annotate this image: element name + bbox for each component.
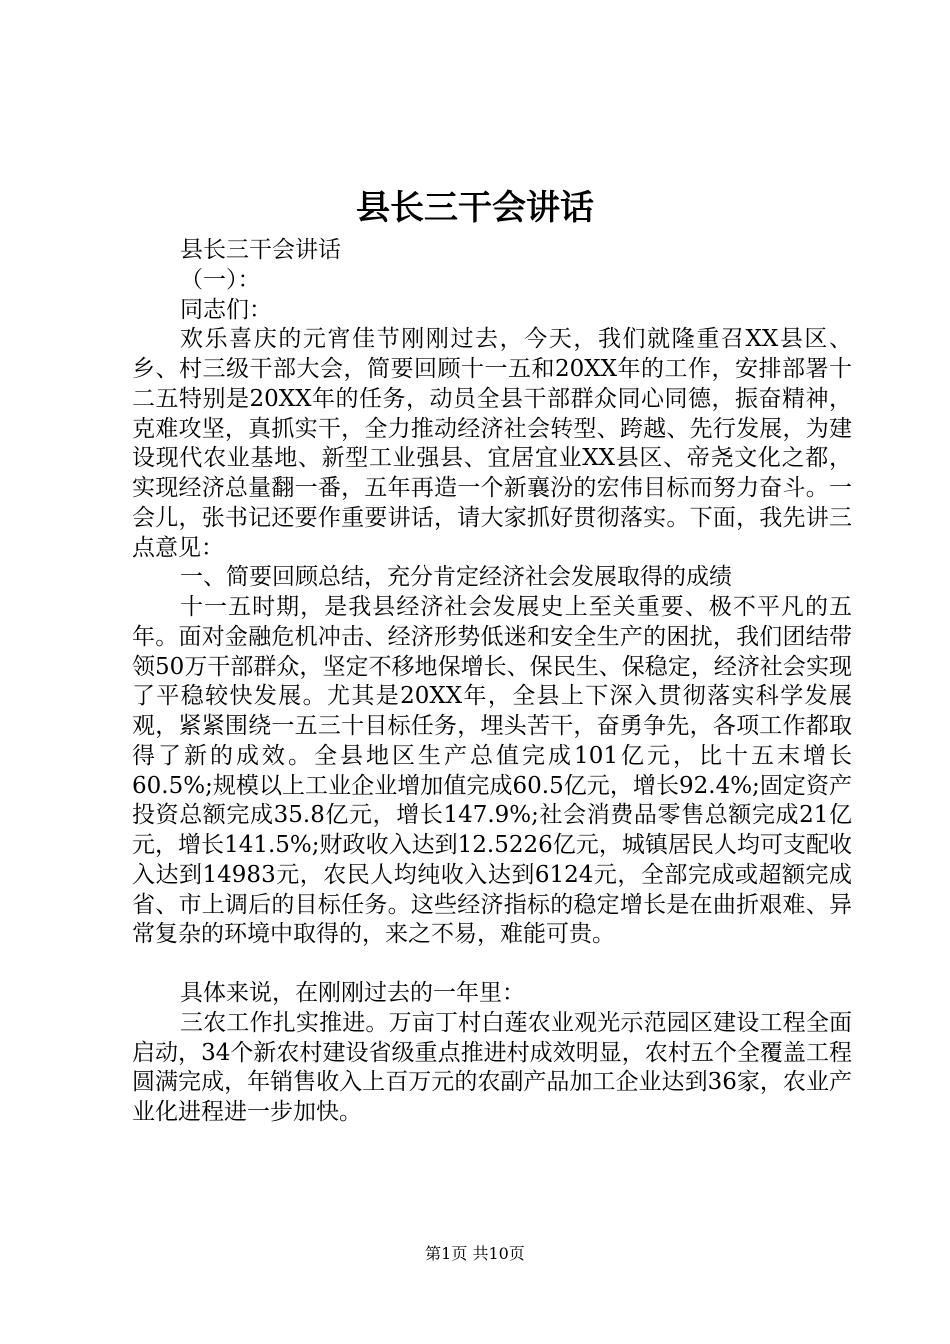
paragraph-subtitle: 县长三干会讲话 (180, 237, 341, 263)
paragraph-agriculture: 三农工作扎实推进。万亩丁村白莲农业观光示范园区建设工程全面启动，34个新农村建设省级重点推进村成效明显，农村五个全覆盖工程圆满完成，年销售收入上百万元的农副产品加工企业达到36家，农业产业化进程进一步加快。 (132, 1009, 852, 1125)
page-footer: 第1页 共10页 (425, 1244, 525, 1263)
paragraph-heading-one: 一、简要回顾总结，充分肯定经济社会发展取得的成绩 (180, 564, 732, 591)
document-body (132, 236, 852, 1128)
paragraph-section-marker: （一）： (180, 266, 261, 293)
paragraph-review: 十一五时期，是我县经济社会发展史上至关重要、极不平凡的五年。面对金融危机冲击、经济形势低迷和安全生产的困扰，我们团结带领50万干部群众，坚定不移地保增长、保民生、保稳定，经济社会实现了平稳较快发展。尤其是20XX年，全县上下深入贯彻落实科学发展观，紧紧围绕一五三十目标任务，埋头苦干，奋勇争先，各项工作都取得了新的成效。全县地区生产总值完成101亿元，比十五末增长60.5%;规模以上工业企业增加值完成60.5亿元，增长92.4%;固定资产投资总额完成35.8亿元，增长147.9%;社会消费品零售总额完成21亿元，增长141.5%;财政收入达到12.5226亿元，城镇居民人均可支配收入达到14983元，农民人均纯收入达到6124元，全部完成或超额完成省、市上调后的目标任务。这些经济指标的稳定增长是在曲折艰难、异常复杂的环境中取得的，来之不易，难能可贵。 (132, 594, 852, 948)
document-title: 县长三干会讲话 (356, 188, 594, 228)
paragraph-specifics-intro: 具体来说，在刚刚过去的一年里： (180, 980, 525, 1006)
paragraph-salutation: 同志们： (180, 296, 272, 323)
paragraph-opening: 欢乐喜庆的元宵佳节刚刚过去，今天，我们就隆重召XX县区、乡、村三级干部大会，简要回顾十一五和20XX年的工作，安排部署十二五特别是20XX年的任务，动员全县干部群众同心同德，振奋精神，克难攻坚，真抓实干，全力推动经济社会转型、跨越、先行发展，为建设现代农业基地、新型工业强县、宜居宜业XX县区、帝尧文化之都，实现经济总量翻一番，五年再造一个新襄汾的宏伟目标而努力奋斗。一会儿，张书记还要作重要讲话，请大家抓好贯彻落实。下面，我先讲三点意见： (132, 326, 852, 561)
